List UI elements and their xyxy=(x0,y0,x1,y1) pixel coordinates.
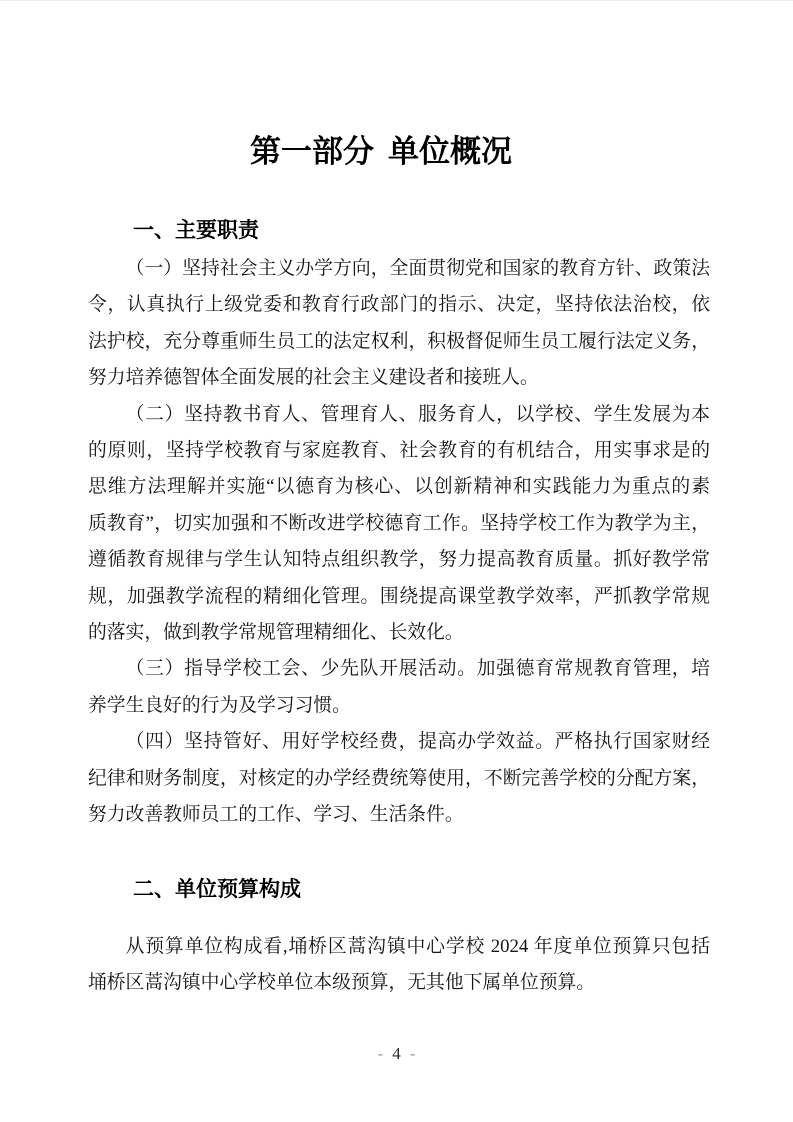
text-line: （二）坚持教书育人、管理育人、服务育人，以学校、学生发展为本 xyxy=(125,403,710,425)
text-line: 法护校，充分尊重师生员工的法定权利，积极督促师生员工履行法定义务， xyxy=(88,330,710,352)
text-line: 思维方法理解并实施“以德育为核心、以创新精神和实践能力为重点的素 xyxy=(88,476,710,498)
text-line: 规，加强教学流程的精细化管理。围绕提高课堂教学效率，严抓教学常规 xyxy=(88,585,710,607)
text-line: 从预算单位构成看,埇桥区蒿沟镇中心学校 2024 年度单位预算只包括 xyxy=(125,935,710,957)
text-line: 的原则，坚持学校教育与家庭教育、社会教育的有机结合，用实事求是的 xyxy=(88,440,710,462)
text-line: 纪律和财务制度，对核定的办学经费统筹使用，不断完善学校的分配方案， xyxy=(88,767,710,789)
paragraph-duty-2 xyxy=(88,397,710,652)
text-line: 令，认真执行上级党委和教育行政部门的指示、决定，坚持依法治校，依 xyxy=(88,294,710,316)
text-line: 的落实，做到教学常规管理精细化、长效化。 xyxy=(88,622,464,644)
page-title-part1: 第一部分 xyxy=(250,134,374,169)
section-heading-budget-composition: 二、单位预算构成 xyxy=(133,877,301,901)
text-line: （四）坚持管好、用好学校经费，提高办学效益。严格执行国家财经 xyxy=(125,731,710,753)
text-line: （一）坚持社会主义办学方向，全面贯彻党和国家的教育方针、政策法 xyxy=(125,258,710,279)
page-title-part2: 单位概况 xyxy=(388,134,512,169)
text-line: 努力改善教师员工的工作、学习、生活条件。 xyxy=(88,804,464,826)
section-heading-main-duties: 一、主要职责 xyxy=(133,219,259,242)
text-line: 质教育”，切实加强和不断改进学校德育工作。坚持学校工作为教学为主， xyxy=(88,512,710,534)
text-line: 养学生良好的行为及学习习惯。 xyxy=(88,694,351,716)
page-number xyxy=(0,1044,793,1064)
page-number-value: 4 xyxy=(392,1044,401,1063)
paragraph-budget-composition xyxy=(88,929,710,1002)
page-number-right-dash: - xyxy=(409,1044,416,1063)
text-line: 埇桥区蒿沟镇中心学校单位本级预算，无其他下属单位预算。 xyxy=(88,971,596,993)
text-line: （三）指导学校工会、少先队开展活动。加强德育常规教育管理，培 xyxy=(125,658,710,680)
paragraph-duty-3 xyxy=(88,651,710,724)
paragraph-duty-1 xyxy=(88,251,710,397)
paragraph-duty-4 xyxy=(88,724,710,833)
text-line: 努力培养德智体全面发展的社会主义建设者和接班人。 xyxy=(88,367,539,389)
text-line: 遵循教育规律与学生认知特点组织教学，努力提高教育质量。抓好教学常 xyxy=(88,549,710,571)
page-number-left-dash: - xyxy=(377,1044,384,1063)
page-title xyxy=(70,132,692,172)
